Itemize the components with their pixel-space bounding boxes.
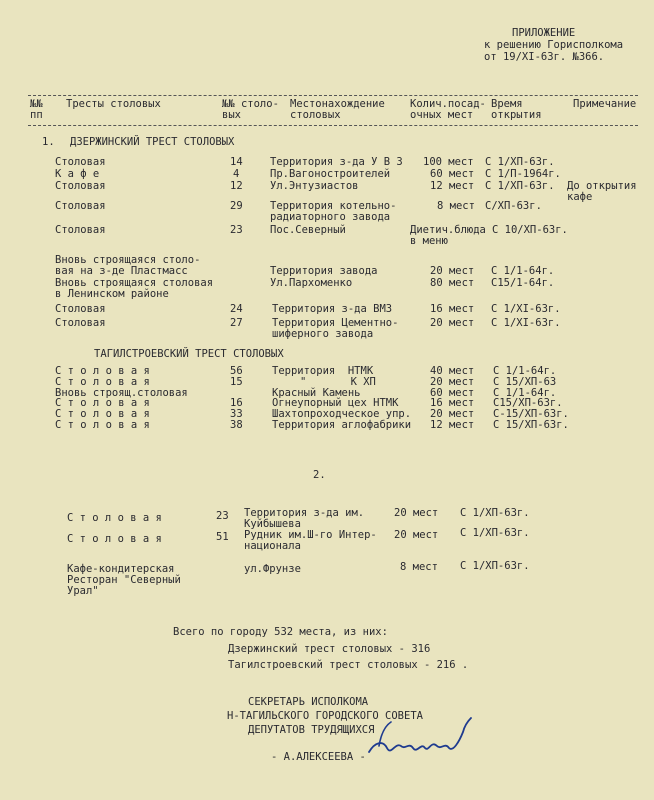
row-number: 4 [233, 168, 240, 180]
row-name: С т о л о в а я [55, 397, 150, 409]
row-location: Ул.Пархоменко [270, 277, 353, 289]
appendix-date: от 19/XI-63г. №366. [484, 51, 605, 63]
col-seat-count: Колич.посад- очных мест [410, 98, 486, 121]
row-name: Вновь строящаяся столо- вая на з-де Пластмасс [55, 254, 201, 277]
total-dzerzhinsky: Дзержинский трест столовых - 316 [228, 643, 431, 655]
row-name: С т о л о в а я [67, 533, 162, 545]
row-seats: 16 мест [430, 303, 475, 315]
row-location: Территория з-да ВМЗ [272, 303, 393, 315]
row-open-time: С 15/XП-63г. [493, 419, 569, 431]
row-open-time: С 1/XП-63г. [485, 156, 555, 168]
row-location: Территория з-да им. Куйбышева [244, 507, 365, 530]
signature-council: Н-ТАГИЛЬСКОГО ГОРОДСКОГО СОВЕТА [227, 710, 423, 722]
row-seats: 8 мест [400, 561, 438, 573]
header-bottom-rule [28, 125, 638, 126]
appendix-decision: к решению Горисполкома [484, 39, 624, 51]
row-seats: 16 мест [430, 397, 475, 409]
row-number: 23 [230, 224, 243, 236]
col-trust: Тресты столовых [66, 98, 161, 110]
row-name: С т о л о в а я [55, 419, 150, 431]
row-name: К а ф е [55, 168, 100, 180]
total-tagilstroy: Тагилстроевский трест столовых - 216 . [228, 659, 469, 671]
row-location: Огнеупорный цех НТМК [272, 397, 399, 409]
row-open-time: С/XП-63г. [485, 200, 542, 212]
row-note: До открытия кафе [567, 180, 637, 203]
appendix-title: ПРИЛОЖЕНИЕ [512, 27, 576, 39]
row-seats: Диетич.блюда в меню [410, 224, 486, 247]
total-line: Всего по городу 532 места, из них: [173, 626, 388, 638]
row-seats: 20 мест [430, 408, 475, 420]
row-open-time: С 1/1-64г. [493, 387, 557, 399]
row-seats: 8 мест [437, 200, 475, 212]
col-location: Местонахождение столовых [290, 98, 385, 121]
section1-number: 1. [42, 136, 55, 148]
row-number: 29 [230, 200, 243, 212]
row-open-time: С-15/XП-63г. [493, 408, 569, 420]
row-open-time: С 1/XП-63г. [460, 507, 530, 519]
row-number: 23 [216, 510, 229, 522]
row-open-time: С 1/XI-63г. [491, 317, 561, 329]
row-number: 24 [230, 303, 243, 315]
row-seats: 20 мест [430, 317, 475, 329]
section1-title: ДЗЕРЖИНСКИЙ ТРЕСТ СТОЛОВЫХ [70, 136, 235, 148]
row-name: Столовая [55, 317, 106, 329]
row-name: С т о л о в а я [55, 376, 150, 388]
row-open-time: С 10/XП-63г. [492, 224, 568, 236]
signature-deputies: ДЕПУТАТОВ ТРУДЯЩИХСЯ [248, 724, 375, 736]
row-location: Красный Камень [272, 387, 361, 399]
row-number: 12 [230, 180, 243, 192]
row-seats: 12 мест [430, 419, 475, 431]
row-location: Территория завода [270, 265, 378, 277]
col-note: Примечание [573, 98, 637, 110]
row-name: Вновь строящаяся столовая в Ленинском районе [55, 277, 214, 300]
row-name: Кафе-кондитерская Ресторан "Северный Урал" [67, 563, 181, 597]
row-location: ул.Фрунзе [244, 563, 301, 575]
row-number: 51 [216, 531, 229, 543]
row-open-time: С 1/XI-63г. [491, 303, 561, 315]
row-open-time: С 1/1-64г. [493, 365, 557, 377]
col-dining-no: №№ столо- вых [222, 98, 279, 121]
row-open-time: С 1/1-64г. [491, 265, 555, 277]
row-number: 15 [230, 376, 243, 388]
row-location: Территория з-да У В З [270, 156, 403, 168]
row-seats: 80 мест [430, 277, 475, 289]
row-name: Столовая [55, 303, 106, 315]
row-open-time: С15/XП-63г. [493, 397, 563, 409]
row-number: 16 [230, 397, 243, 409]
row-location: Рудник им.Ш-го Интер- национала [244, 529, 377, 552]
signature-role: СЕКРЕТАРЬ ИСПОЛКОМА [248, 696, 369, 708]
row-seats: 20 мест [394, 529, 439, 541]
row-number: 38 [230, 419, 243, 431]
row-number: 14 [230, 156, 243, 168]
row-location: Территория котельно- радиаторного завода [270, 200, 397, 223]
col-open-time: Время открытия [491, 98, 542, 121]
row-seats: 100 мест [423, 156, 474, 168]
row-location: Территория НТМК [272, 365, 374, 377]
row-location: Территория аглофабрики [272, 419, 412, 431]
row-open-time: С15/1-64г. [491, 277, 555, 289]
row-location: Ул.Энтузиастов [270, 180, 359, 192]
row-location: Пр.Вагоностроителей [270, 168, 391, 180]
row-number: 56 [230, 365, 243, 377]
section2-number: 2. [313, 469, 326, 481]
row-seats: 20 мест [394, 507, 439, 519]
row-name: С т о л о в а я [55, 408, 150, 420]
row-location: " К ХП [300, 376, 376, 388]
header-top-rule [28, 95, 638, 96]
row-open-time: С 15/XП-63 [493, 376, 557, 388]
row-open-time: С 1/XП-63г. [460, 560, 530, 572]
row-seats: 40 мест [430, 365, 475, 377]
row-number: 27 [230, 317, 243, 329]
row-seats: 20 мест [430, 265, 475, 277]
signature-name: - А.АЛЕКСЕЕВА - [271, 751, 366, 763]
row-seats: 20 мест [430, 376, 475, 388]
handwritten-signature [365, 712, 475, 767]
row-open-time: С 1/П-1964г. [485, 168, 561, 180]
row-name: Вновь строящ.столовая [55, 387, 188, 399]
section1b-title: ТАГИЛСТРОЕВСКИЙ ТРЕСТ СТОЛОВЫХ [94, 348, 284, 360]
row-name: Столовая [55, 156, 106, 168]
row-number: 33 [230, 408, 243, 420]
row-location: Шахтопроходческое упр. [272, 408, 412, 420]
row-open-time: С 1/XП-63г. [485, 180, 555, 192]
row-location: Пос.Северный [270, 224, 346, 236]
row-name: Столовая [55, 200, 106, 212]
row-name: Столовая [55, 224, 106, 236]
row-name: С т о л о в а я [67, 512, 162, 524]
row-open-time: С 1/XП-63г. [460, 527, 530, 539]
row-name: С т о л о в а я [55, 365, 150, 377]
row-name: Столовая [55, 180, 106, 192]
col-num: №№ пп [30, 98, 43, 121]
row-location: Территория Цементно- шиферного завода [272, 317, 399, 340]
row-seats: 60 мест [430, 387, 475, 399]
row-seats: 12 мест [430, 180, 475, 192]
row-seats: 60 мест [430, 168, 475, 180]
